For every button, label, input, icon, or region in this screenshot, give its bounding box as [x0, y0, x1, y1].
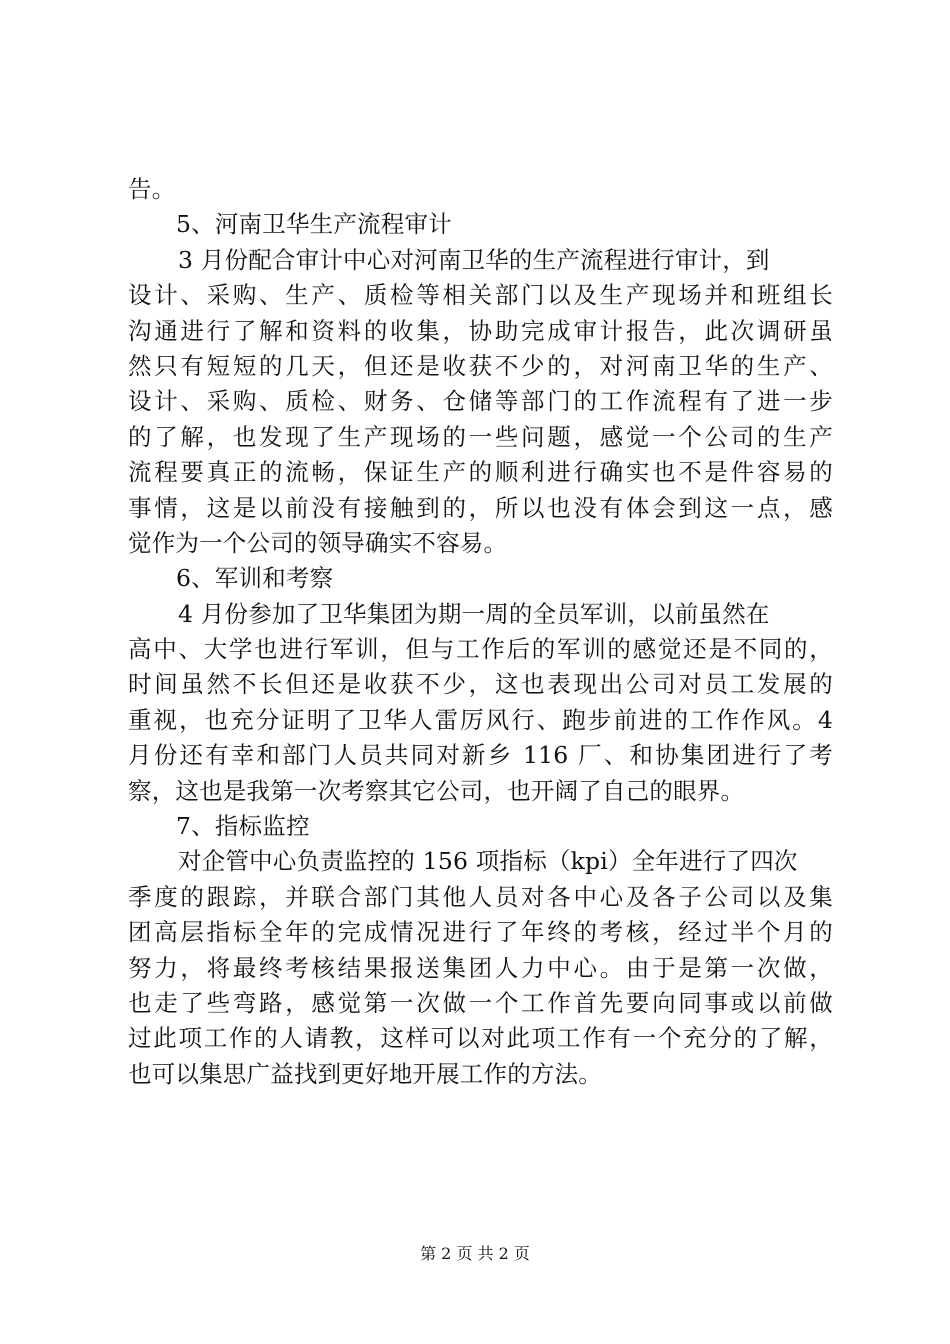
text-line: 设计、采购、质检、财务、仓储等部门的工作流程有了进一步 [128, 387, 833, 416]
section-heading-5: 5、河南卫华生产流程审计 [176, 210, 452, 239]
text-line: 也可以集思广益找到更好地开展工作的方法。 [128, 1059, 602, 1088]
text-line: 过此项工作的人请教，这样可以对此项工作有一个充分的了解， [128, 1024, 833, 1053]
section-heading-6: 6、军训和考察 [176, 564, 334, 593]
text-line: 团高层指标全年的完成情况进行了年终的考核，经过半个月的 [128, 918, 833, 947]
text-line: 流程要真正的流畅，保证生产的顺利进行确实也不是件容易的 [128, 458, 833, 487]
text-line: 月份还有幸和部门人员共同对新乡 116 厂、和协集团进行了考 [128, 741, 833, 770]
text-line: 重视，也充分证明了卫华人雷厉风行、跑步前进的工作作风。4 [128, 705, 833, 734]
text-line: 沟通进行了解和资料的收集，协助完成审计报告，此次调研虽 [128, 316, 833, 345]
text-line: 察，这也是我第一次考察其它公司，也开阔了自己的眼界。 [128, 776, 745, 805]
text-line: 觉作为一个公司的领导确实不容易。 [128, 528, 508, 557]
text-line: 时间虽然不长但还是收获不少，这也表现出公司对员工发展的 [128, 670, 833, 699]
paragraph-first-line: 对企管中心负责监控的 156 项指标（kpi）全年进行了四次 [178, 847, 798, 876]
text-line: 季度的跟踪，并联合部门其他人员对各中心及各子公司以及集 [128, 882, 833, 911]
text-line: 设计、采购、生产、质检等相关部门以及生产现场并和班组长 [128, 281, 833, 310]
text-line: 高中、大学也进行军训，但与工作后的军训的感觉还是不同的， [128, 635, 833, 664]
text-line: 事情，这是以前没有接触到的，所以也没有体会到这一点，感 [128, 493, 833, 522]
page-number-footer: 第 2 页 共 2 页 [420, 1244, 530, 1263]
section-heading-7: 7、指标监控 [176, 812, 310, 841]
text-line: 的了解，也发现了生产现场的一些问题，感觉一个公司的生产 [128, 422, 833, 451]
paragraph-first-line: 3 月份配合审计中心对河南卫华的生产流程进行审计，到 [178, 245, 770, 274]
text-line: 然只有短短的几天，但还是收获不少的，对河南卫华的生产、 [128, 351, 833, 380]
text-line: 努力，将最终考核结果报送集团人力中心。由于是第一次做， [128, 953, 833, 982]
document-body [128, 172, 833, 1092]
text-line: 告。 [128, 175, 176, 203]
paragraph-first-line: 4 月份参加了卫华集团为期一周的全员军训，以前虽然在 [178, 599, 770, 628]
text-line: 也走了些弯路，感觉第一次做一个工作首先要向同事或以前做 [128, 988, 833, 1017]
